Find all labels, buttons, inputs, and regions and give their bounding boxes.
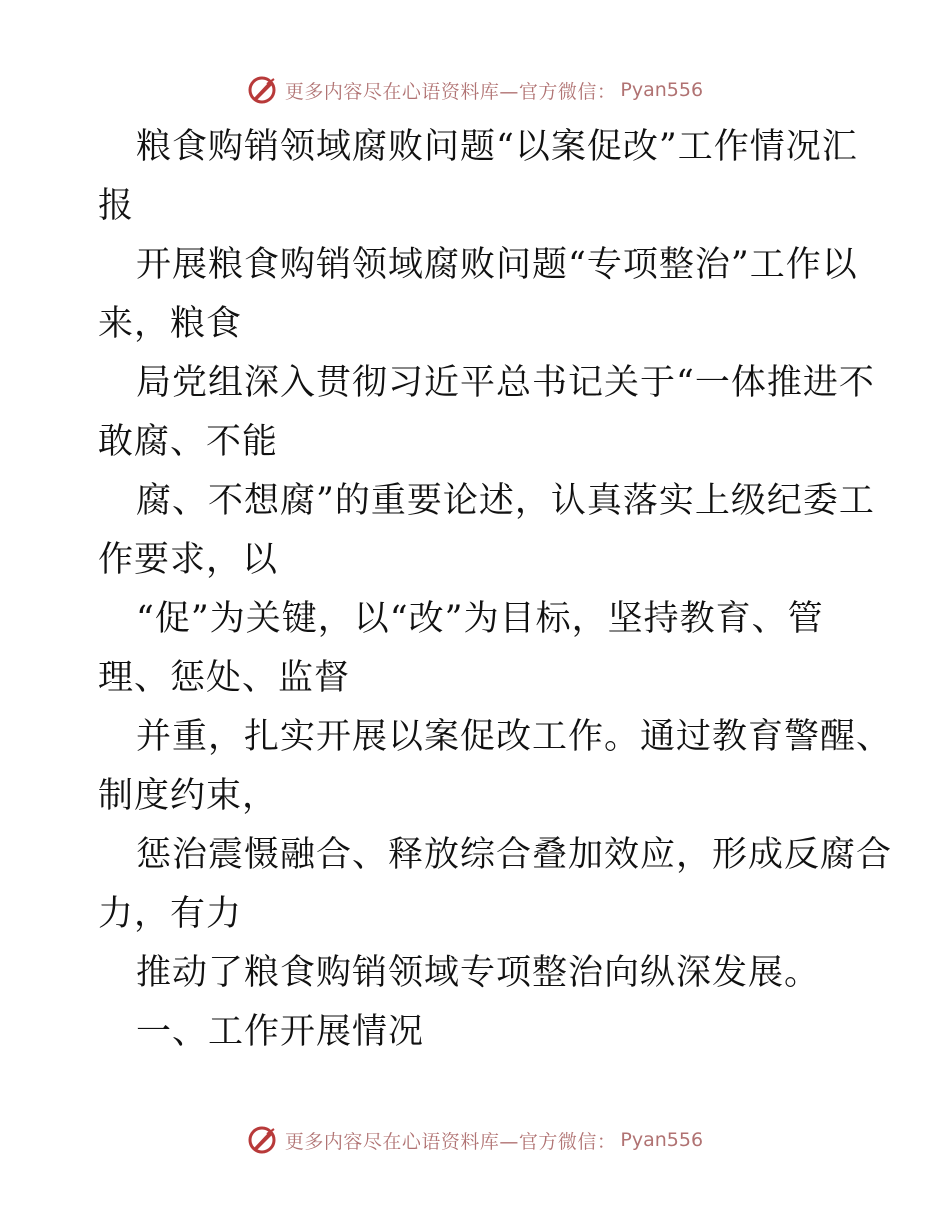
paragraph-line: 报	[98, 186, 135, 226]
quill-logo-icon	[247, 75, 277, 105]
watermark-wechat-id: Pyan556	[620, 1129, 704, 1151]
quill-logo-icon	[247, 1125, 277, 1155]
paragraph-line: 开展粮食购销领域腐败问题“专项整治”工作以	[136, 245, 858, 285]
paragraph-line: 并重，扎实开展以案促改工作。通过教育警醒、	[136, 717, 893, 757]
paragraph-line: 局党组深入贯彻习近平总书记关于“一体推进不	[136, 363, 875, 403]
paragraph-line: 来，粮食	[98, 304, 243, 344]
watermark-text: 更多内容尽在心语资料库—官方微信：	[284, 80, 617, 103]
paragraph-line: 敢腐、不能	[98, 422, 279, 462]
paragraph-line: 理、惩处、监督	[98, 658, 351, 698]
paragraph-line: 腐、不想腐”的重要论述，认真落实上级纪委工	[136, 481, 875, 521]
footer-watermark	[0, 1120, 950, 1160]
paragraph-line: 一、工作开展情况	[136, 1012, 425, 1052]
paragraph-line: 力，有力	[98, 894, 243, 934]
watermark-wechat-id: Pyan556	[620, 79, 704, 101]
paragraph-line: 推动了粮食购销领域专项整治向纵深发展。	[136, 953, 821, 993]
paragraph-line: 制度约束，	[98, 776, 279, 816]
paragraph-line: 粮食购销领域腐败问题“以案促改”工作情况汇	[136, 127, 858, 167]
paragraph-line: 惩治震慑融合、释放综合叠加效应，形成反腐合	[136, 835, 893, 875]
header-watermark	[0, 70, 950, 110]
document-body	[98, 118, 893, 1062]
watermark-text: 更多内容尽在心语资料库—官方微信：	[284, 1130, 617, 1153]
paragraph-line: 作要求，以	[98, 540, 279, 580]
paragraph-line: “促”为关键，以“改”为目标，坚持教育、管	[136, 599, 824, 639]
